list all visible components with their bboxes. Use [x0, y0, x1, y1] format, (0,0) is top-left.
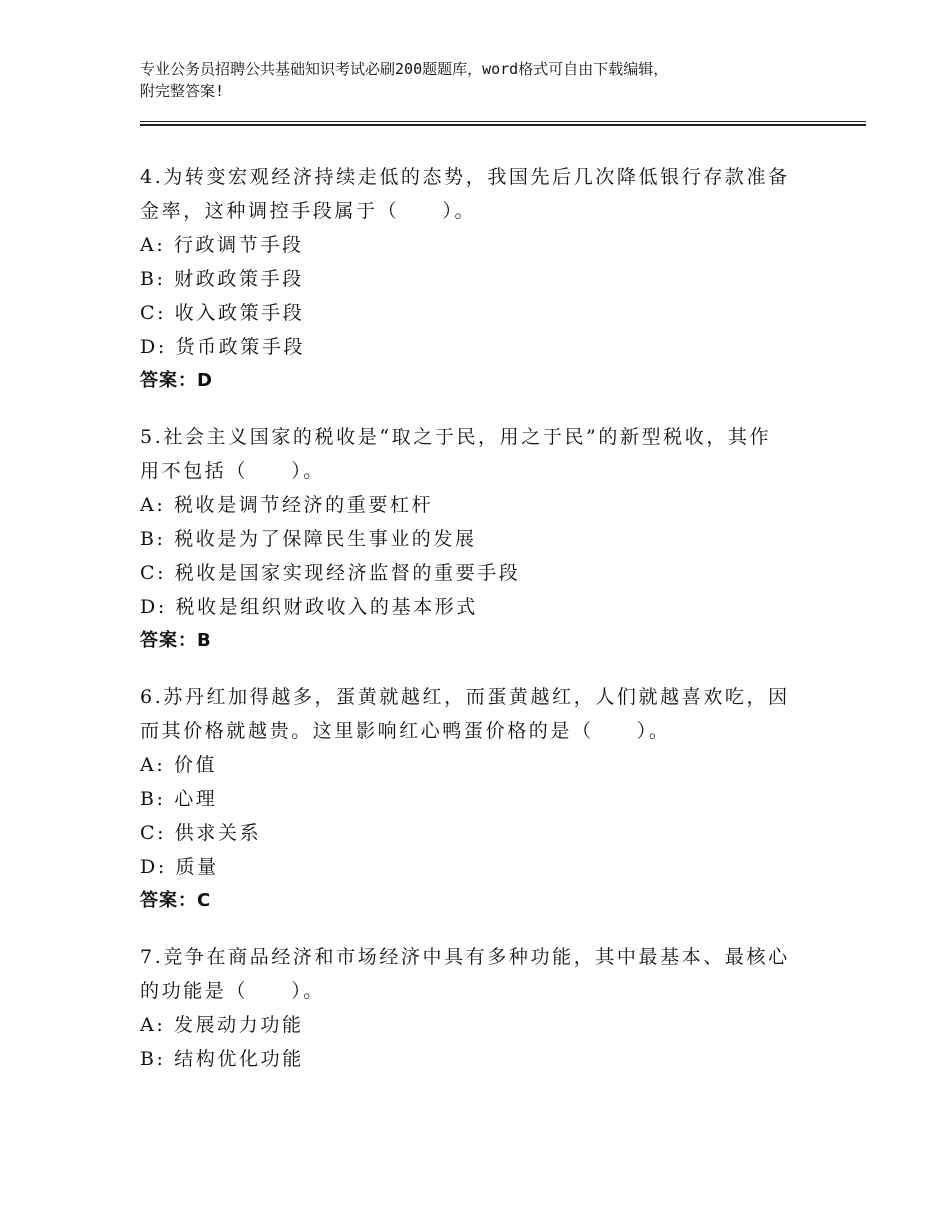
option-c: C: 收入政策手段 [140, 302, 305, 324]
header-text-line-2: 附完整答案! [140, 82, 225, 100]
question-4 [140, 160, 840, 398]
header-divider-thick [140, 124, 866, 126]
question-7 [140, 940, 840, 1076]
option-a: A: 税收是调节经济的重要杠杆 [140, 494, 434, 516]
header-divider-thin [140, 121, 866, 122]
question-6 [140, 680, 840, 918]
option-c: C: 供求关系 [140, 822, 262, 844]
question-5 [140, 420, 840, 658]
answer-label: 答案：D [140, 370, 213, 391]
option-b: B: 心理 [140, 788, 218, 810]
option-b: B: 结构优化功能 [140, 1048, 304, 1070]
question-text-line: 而其价格就越贵。这里影响红心鸭蛋价格的是（ ）。 [140, 720, 671, 742]
question-list [140, 160, 840, 1098]
header-text-line-1: 专业公务员招聘公共基础知识考试必刷200题题库，word格式可自由下载编辑， [140, 60, 669, 78]
option-a: A: 价值 [140, 754, 218, 776]
question-text-line: 的功能是（ ）。 [140, 980, 325, 1002]
option-d: D: 质量 [140, 856, 219, 878]
question-text-line: 4.为转变宏观经济持续走低的态势，我国先后几次降低银行存款准备 [140, 166, 790, 188]
question-text-line: 用不包括（ ）。 [140, 460, 325, 482]
option-b: B: 财政政策手段 [140, 268, 304, 290]
option-a: A: 行政调节手段 [140, 234, 304, 256]
question-text-line: 5.社会主义国家的税收是“取之于民，用之于民”的新型税收，其作 [140, 426, 772, 448]
option-b: B: 税收是为了保障民生事业的发展 [140, 528, 477, 550]
answer-label: 答案：C [140, 890, 212, 911]
question-text-line: 6.苏丹红加得越多，蛋黄就越红，而蛋黄越红，人们就越喜欢吃，因 [140, 686, 790, 708]
option-d: D: 货币政策手段 [140, 336, 306, 358]
option-c: C: 税收是国家实现经济监督的重要手段 [140, 562, 521, 584]
question-text-line: 金率，这种调控手段属于（ ）。 [140, 200, 477, 222]
answer-label: 答案：B [140, 630, 212, 651]
option-d: D: 税收是组织财政收入的基本形式 [140, 596, 478, 618]
question-text-line: 7.竞争在商品经济和市场经济中具有多种功能，其中最基本、最核心 [140, 946, 790, 968]
option-a: A: 发展动力功能 [140, 1014, 304, 1036]
